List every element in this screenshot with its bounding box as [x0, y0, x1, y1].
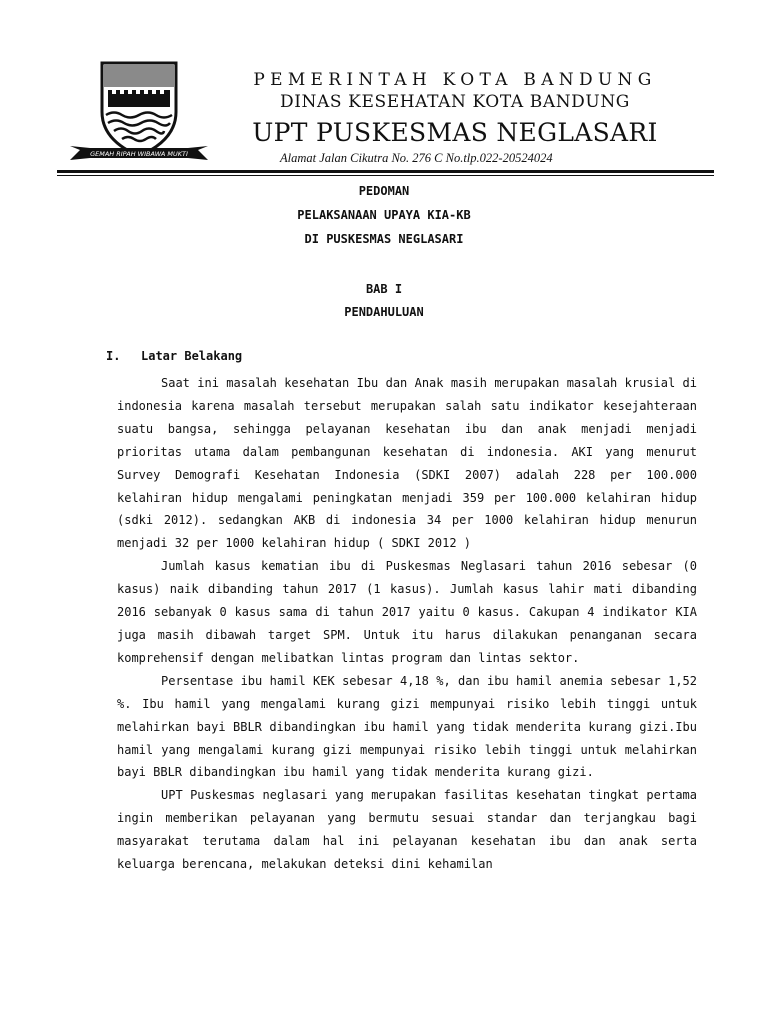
bandung-city-crest-icon — [66, 60, 212, 166]
section-title: Latar Belakang — [141, 349, 243, 363]
doc-subject-title: PELAKSANAAN UPAYA KIA-KB — [297, 208, 471, 222]
letterhead-rule-thin — [57, 175, 714, 176]
chapter-title: PENDAHULUAN — [344, 305, 424, 319]
paragraph: UPT Puskesmas neglasari yang merupakan fasilitas kesehatan tingkat pertama ingin memberikan pelayanan yang bermutu sesuai standar dan terjangkau bagi masyarakat terutama dalam hal ini pelayanan kesehatan ibu dan anak serta keluarga berencana, melakukan deteksi dini kehamilan — [117, 788, 697, 872]
letterhead-rule-thick — [57, 170, 714, 173]
crest-motto: GEMAH RIPAH WIBAWA MUKTI — [90, 150, 188, 158]
letterhead-department: DINAS KESEHATAN KOTA BANDUNG — [280, 92, 630, 112]
chapter-number: BAB I — [365, 282, 403, 296]
letterhead-address: Alamat Jalan Cikutra No. 276 C No.tlp.022-20524024 — [280, 151, 553, 165]
paragraph: Saat ini masalah kesehatan Ibu dan Anak masih merupakan masalah krusial di indonesia karena masalah tersebut merupakan salah satu indikator kesejahteraan suatu bangsa, sehingga pelayanan kesehatan ibu dan anak menjadi menjadi prioritas utama dalam pembangunan kesehatan di indonesia. AKI yang menurut Survey Demografi Kesehatan Indonesia (SDKI 2007) adalah 228 per 100.000 kelahiran hidup mengalami peningkatan menjadi 359 per 100.000 kelahiran hidup (sdki 2012). sedangkan AKB di indonesia 34 per 1000 kelahiran hidup menurun menjadi 32 per 1000 kelahiran hidup ( SDKI 2012 ) — [117, 376, 697, 551]
letterhead-institution: UPT PUSKESMAS NEGLASARI — [252, 118, 658, 147]
body-text — [117, 372, 697, 876]
section-number: I. — [106, 349, 121, 363]
letterhead-government: PEMERINTAH KOTA BANDUNG — [253, 70, 657, 90]
paragraph: Persentase ibu hamil KEK sebesar 4,18 %, dan ibu hamil anemia sebesar 1,52 %. Ibu hamil yang mengalami kurang gizi mempunyai risiko lebih tinggi untuk melahirkan bayi BBLR dibandingkan ibu hamil yang tidak menderita kurang gizi.Ibu hamil yang mengalami kurang gizi mempunyai risiko lebih tinggi untuk melahirkan bayi BBLR dibandingkan ibu hamil yang tidak menderita kurang gizi. — [117, 673, 697, 780]
paragraph: Jumlah kasus kematian ibu di Puskesmas Neglasari tahun 2016 sebesar (0 kasus) naik dibanding tahun 2017 (1 kasus). Jumlah kasus lahir mati dibanding 2016 sebanyak 0 kasus sama di tahun 2017 yaitu 0 kasus. Cakupan 4 indikator KIA juga masih dibawah target SPM. Untuk itu harus dilakukan penanganan secara komprehensif dengan melibatkan lintas program dan lintas sektor. — [117, 559, 697, 665]
doc-type-title: PEDOMAN — [358, 184, 410, 198]
doc-location-title: DI PUSKESMAS NEGLASARI — [304, 232, 464, 246]
